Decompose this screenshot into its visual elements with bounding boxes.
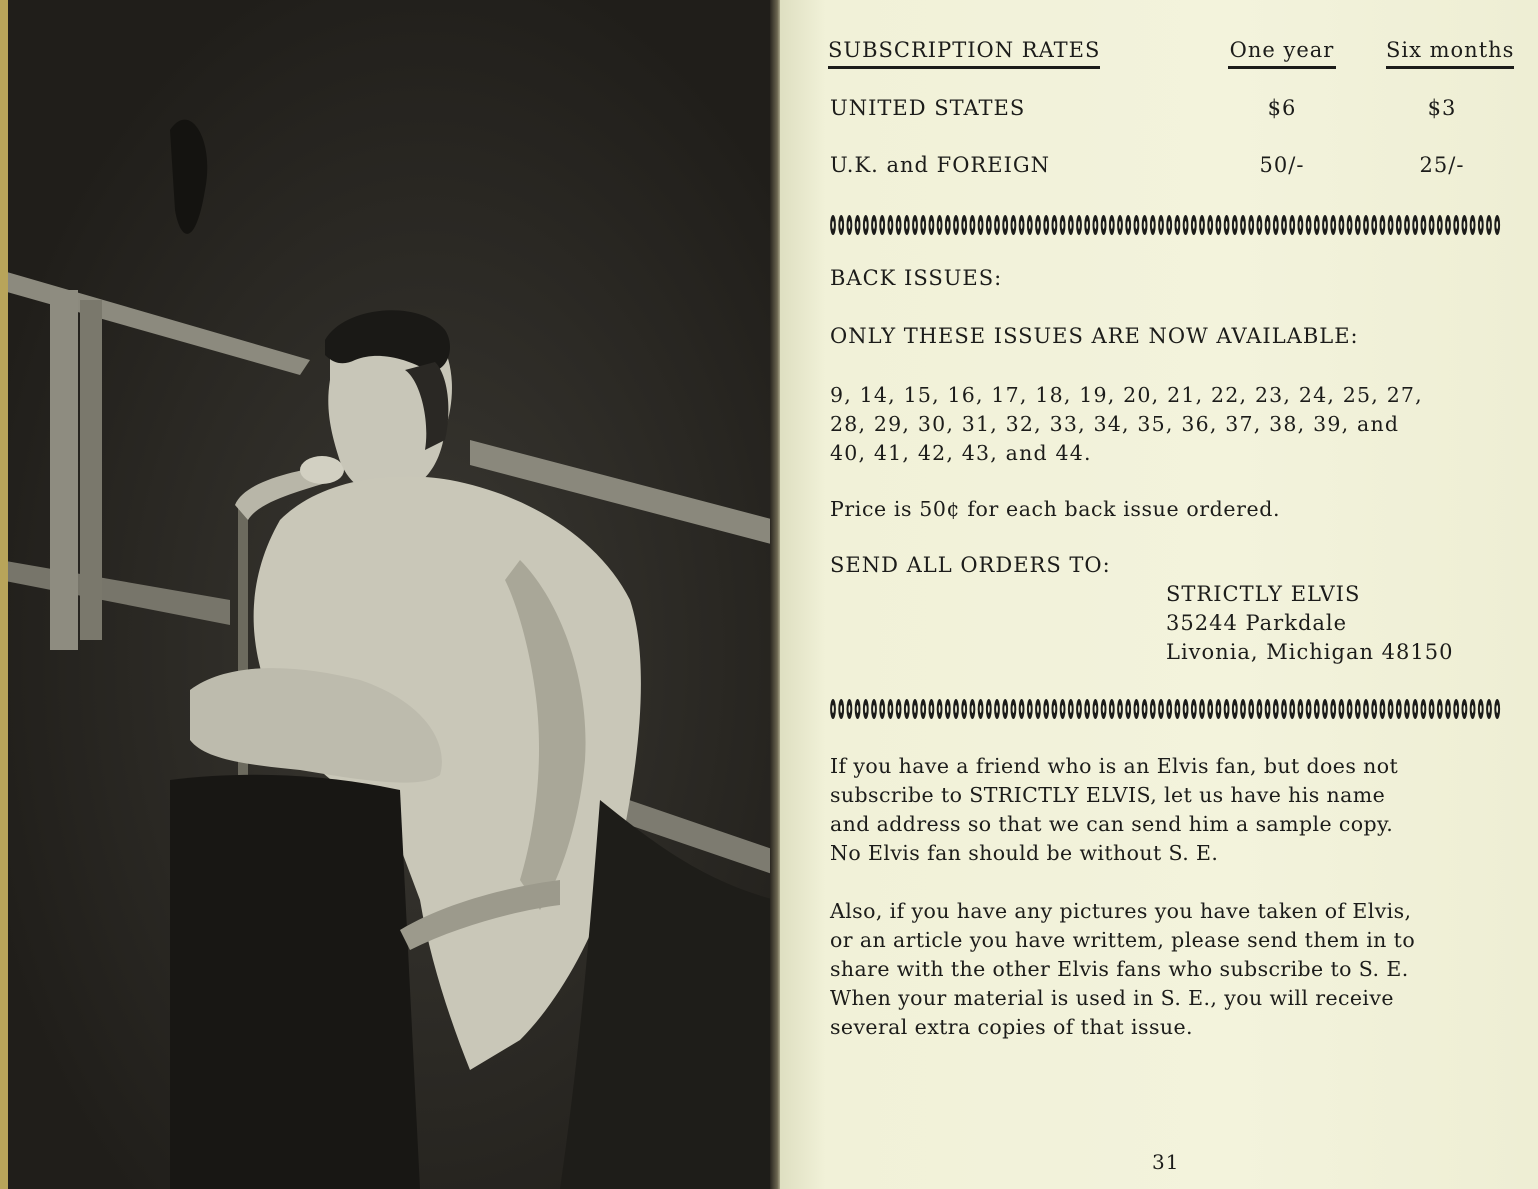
ornament-mark-highlight (1177, 221, 1179, 229)
ornament-mark-highlight (947, 221, 949, 229)
ornament-mark-highlight (898, 705, 900, 713)
ornament-mark-highlight (1193, 221, 1195, 229)
ornament-mark-highlight (1291, 221, 1293, 229)
ornament-mark-highlight (955, 221, 957, 229)
ornament-mark-highlight (1431, 221, 1433, 229)
ornament-mark-highlight (1054, 705, 1056, 713)
ornament-mark-highlight (1300, 705, 1302, 713)
ornament-mark-highlight (1004, 705, 1006, 713)
ornament-mark-highlight (1226, 221, 1228, 229)
ornament-mark-highlight (1283, 705, 1285, 713)
ornament-mark-highlight (1185, 221, 1187, 229)
ornament-mark-highlight (1062, 705, 1064, 713)
ornament-mark-highlight (1045, 705, 1047, 713)
ornament-mark-highlight (1455, 705, 1457, 713)
ornament-mark-highlight (1291, 705, 1293, 713)
ornament-mark-highlight (1390, 221, 1392, 229)
ornament-mark-highlight (1193, 705, 1195, 713)
ornament-mark-highlight (988, 221, 990, 229)
ornamental-divider (830, 212, 1504, 238)
ornament-mark-highlight (1472, 705, 1474, 713)
six-months-column-header: Six months (1386, 38, 1514, 69)
ornament-mark-highlight (914, 705, 916, 713)
ornament-mark-highlight (931, 221, 933, 229)
ornament-mark-highlight (1201, 705, 1203, 713)
ornament-mark-highlight (1464, 221, 1466, 229)
ornament-mark-highlight (1423, 221, 1425, 229)
ornament-mark-highlight (1160, 705, 1162, 713)
address-line: STRICTLY ELVIS (1166, 582, 1361, 606)
ornament-mark-highlight (1111, 221, 1113, 229)
ornament-mark-highlight (1234, 705, 1236, 713)
ornament-mark-highlight (922, 221, 924, 229)
one-year-column-header: One year (1228, 38, 1336, 69)
ornament-mark-highlight (955, 705, 957, 713)
ornament-mark-highlight (1357, 221, 1359, 229)
page-edge (0, 0, 8, 1189)
ornament-mark-highlight (1267, 705, 1269, 713)
ornament-mark-highlight (1045, 221, 1047, 229)
ornament-mark-highlight (857, 221, 859, 229)
ornament-mark-highlight (1070, 705, 1072, 713)
ornament-mark-highlight (1316, 705, 1318, 713)
ornament-mark-highlight (1464, 705, 1466, 713)
ornament-mark-highlight (849, 221, 851, 229)
ornament-mark-highlight (939, 221, 941, 229)
ornament-mark-highlight (890, 705, 892, 713)
ornament-mark-highlight (1242, 705, 1244, 713)
ornament-mark-highlight (1480, 221, 1482, 229)
ornament-mark-highlight (1447, 221, 1449, 229)
ornament-mark-highlight (972, 705, 974, 713)
ornament-mark-highlight (1226, 705, 1228, 713)
rate-row-six-months: $3 (1427, 96, 1457, 120)
ornament-mark-highlight (1086, 705, 1088, 713)
ornament-mark-highlight (857, 705, 859, 713)
ornament-mark-highlight (1127, 221, 1129, 229)
ornament-mark-highlight (1324, 221, 1326, 229)
ornament-mark-highlight (1209, 705, 1211, 713)
ornament-mark-highlight (1382, 221, 1384, 229)
ornament-mark-highlight (1439, 221, 1441, 229)
ornament-mark-highlight (1406, 705, 1408, 713)
back-issues-heading: BACK ISSUES: (830, 266, 1003, 290)
ornament-mark-highlight (1144, 705, 1146, 713)
ornament-mark-highlight (1259, 705, 1261, 713)
ornament-mark-highlight (1078, 221, 1080, 229)
ornament-mark-highlight (914, 221, 916, 229)
ornament-mark-highlight (1341, 705, 1343, 713)
ornament-mark-highlight (849, 705, 851, 713)
ornament-mark-highlight (1480, 705, 1482, 713)
ornament-mark-highlight (1242, 221, 1244, 229)
rate-row-region: U.K. and FOREIGN (830, 153, 1051, 177)
ornament-mark-highlight (865, 221, 867, 229)
ornament-mark-highlight (1119, 705, 1121, 713)
ornament-mark-highlight (1201, 221, 1203, 229)
page-number: 31 (1152, 1150, 1180, 1174)
ornament-mark-highlight (1431, 705, 1433, 713)
rate-row-region: UNITED STATES (830, 96, 1026, 120)
ornament-mark-highlight (840, 221, 842, 229)
ornament-mark-highlight (1390, 705, 1392, 713)
ornament-mark-highlight (1308, 705, 1310, 713)
ornament-mark-highlight (1341, 221, 1343, 229)
available-issues-list: 9, 14, 15, 16, 17, 18, 19, 20, 21, 22, 23, 24, 25, 27, 28, 29, 30, 31, 32, 33, 34, 35, 36, 37, 38, 39, and 40, 41, 42, 43, and 44. (830, 383, 1423, 465)
ornament-mark-highlight (988, 705, 990, 713)
ornament-mark-highlight (1086, 221, 1088, 229)
ornament-mark-highlight (1152, 221, 1154, 229)
ornament-mark-highlight (1398, 221, 1400, 229)
ornament-mark-highlight (881, 221, 883, 229)
ornament-mark-highlight (1021, 221, 1023, 229)
submit-material-paragraph: Also, if you have any pictures you have taken of Elvis, or an article you have writtem, please send them in to share with the other Elvis fans who subscribe to S. E. When your material is used in S. E., you will receive several extra copies of that issue. (830, 899, 1416, 1039)
ornament-mark-highlight (1300, 221, 1302, 229)
address-line: 35244 Parkdale (1166, 611, 1348, 635)
ornament-mark-highlight (1234, 221, 1236, 229)
ornament-mark-highlight (1013, 221, 1015, 229)
ornament-mark-highlight (1152, 705, 1154, 713)
back-issue-price: Price is 50¢ for each back issue ordered. (830, 497, 1281, 521)
ornament-mark-highlight (1078, 705, 1080, 713)
ornament-mark-highlight (1365, 705, 1367, 713)
ornament-mark-highlight (1275, 705, 1277, 713)
ornament-mark-highlight (963, 221, 965, 229)
ornament-mark-highlight (1029, 705, 1031, 713)
ornament-mark-highlight (1308, 221, 1310, 229)
ornament-mark-highlight (996, 705, 998, 713)
ornament-mark-highlight (1218, 221, 1220, 229)
ornament-mark-highlight (1455, 221, 1457, 229)
ornament-mark-highlight (963, 705, 965, 713)
ornament-mark-highlight (1283, 221, 1285, 229)
ornament-mark-highlight (1316, 221, 1318, 229)
available-issues-heading: ONLY THESE ISSUES ARE NOW AVAILABLE: (830, 324, 1359, 348)
ornament-mark-highlight (1168, 705, 1170, 713)
ornament-mark-highlight (1037, 705, 1039, 713)
ornament-mark-highlight (1447, 705, 1449, 713)
ornament-mark-highlight (1021, 705, 1023, 713)
ornament-mark-highlight (1095, 705, 1097, 713)
ornament-mark-highlight (1103, 705, 1105, 713)
ornament-mark-highlight (1250, 705, 1252, 713)
ornament-mark-highlight (1423, 705, 1425, 713)
ornament-mark-highlight (1488, 221, 1490, 229)
ornament-mark-highlight (1177, 705, 1179, 713)
ornament-mark-highlight (1496, 221, 1498, 229)
ornament-mark-highlight (873, 221, 875, 229)
ornament-mark-highlight (1332, 221, 1334, 229)
ornament-mark-highlight (1414, 705, 1416, 713)
ornament-mark-highlight (906, 221, 908, 229)
ornament-mark-highlight (1185, 705, 1187, 713)
ornament-mark-highlight (1218, 705, 1220, 713)
ornament-mark-highlight (1398, 705, 1400, 713)
ornament-mark-highlight (865, 705, 867, 713)
ornament-mark-highlight (1275, 221, 1277, 229)
ornament-mark-highlight (1259, 221, 1261, 229)
send-orders-heading: SEND ALL ORDERS TO: (830, 553, 1111, 577)
ornament-mark-highlight (1349, 221, 1351, 229)
ornament-mark-highlight (1209, 221, 1211, 229)
ornament-mark-highlight (1070, 221, 1072, 229)
ornament-mark-highlight (980, 705, 982, 713)
ornament-mark-highlight (1029, 221, 1031, 229)
ornament-mark-highlight (922, 705, 924, 713)
ornament-mark-highlight (1168, 221, 1170, 229)
ornament-mark-highlight (1439, 705, 1441, 713)
rate-row-six-months: 25/- (1419, 153, 1465, 177)
ornament-mark-highlight (1332, 705, 1334, 713)
ornament-mark-highlight (980, 221, 982, 229)
ornament-mark-highlight (1054, 221, 1056, 229)
ornament-mark-highlight (1373, 221, 1375, 229)
ornament-mark-highlight (1382, 705, 1384, 713)
address-line: Livonia, Michigan 48150 (1166, 640, 1454, 664)
refer-a-friend-paragraph: If you have a friend who is an Elvis fan, but does not subscribe to STRICTLY ELVIS, let us have his name and address so that we can send him a sample copy. No Elvis fan should be without S. E. (830, 754, 1399, 865)
ornament-mark-highlight (1119, 221, 1121, 229)
ornamental-divider (830, 696, 1504, 722)
ornament-mark-highlight (1373, 705, 1375, 713)
ornament-row (830, 212, 1504, 238)
ornament-mark-highlight (1013, 705, 1015, 713)
right-page (780, 0, 1538, 1189)
ornament-mark-highlight (898, 221, 900, 229)
ornament-mark-highlight (1349, 705, 1351, 713)
ornament-mark-highlight (840, 705, 842, 713)
ornament-mark-highlight (939, 705, 941, 713)
ornament-mark-highlight (1037, 221, 1039, 229)
rate-row-one-year: 50/- (1259, 153, 1305, 177)
ornament-mark-highlight (1365, 221, 1367, 229)
ornament-mark-highlight (1160, 221, 1162, 229)
ornament-mark-highlight (1095, 221, 1097, 229)
ornament-mark-highlight (1472, 221, 1474, 229)
ornament-mark-highlight (873, 705, 875, 713)
ornament-mark-highlight (1127, 705, 1129, 713)
ornament-mark-highlight (1144, 221, 1146, 229)
ornament-mark-highlight (1004, 221, 1006, 229)
ornament-mark-highlight (947, 705, 949, 713)
subscription-rates-heading: SUBSCRIPTION RATES (828, 38, 1100, 69)
ornament-mark-highlight (1250, 221, 1252, 229)
ornament-mark-highlight (832, 221, 834, 229)
ornament-mark-highlight (1324, 705, 1326, 713)
ornament-mark-highlight (931, 705, 933, 713)
ornament-mark-highlight (832, 705, 834, 713)
ornament-mark-highlight (1103, 221, 1105, 229)
ornament-mark-highlight (1136, 221, 1138, 229)
ornament-mark-highlight (996, 221, 998, 229)
ornament-mark-highlight (1062, 221, 1064, 229)
ornament-row (830, 696, 1504, 722)
ornament-mark-highlight (1267, 221, 1269, 229)
ornament-mark-highlight (881, 705, 883, 713)
ornament-mark-highlight (972, 221, 974, 229)
ornament-mark-highlight (1357, 705, 1359, 713)
ornament-mark-highlight (1111, 705, 1113, 713)
ornament-mark-highlight (1406, 221, 1408, 229)
ornament-mark-highlight (1488, 705, 1490, 713)
ornament-mark-highlight (906, 705, 908, 713)
ornament-mark-highlight (1136, 705, 1138, 713)
rate-row-one-year: $6 (1267, 96, 1297, 120)
ornament-mark-highlight (1414, 221, 1416, 229)
ornament-mark-highlight (1496, 705, 1498, 713)
ornament-mark-highlight (890, 221, 892, 229)
